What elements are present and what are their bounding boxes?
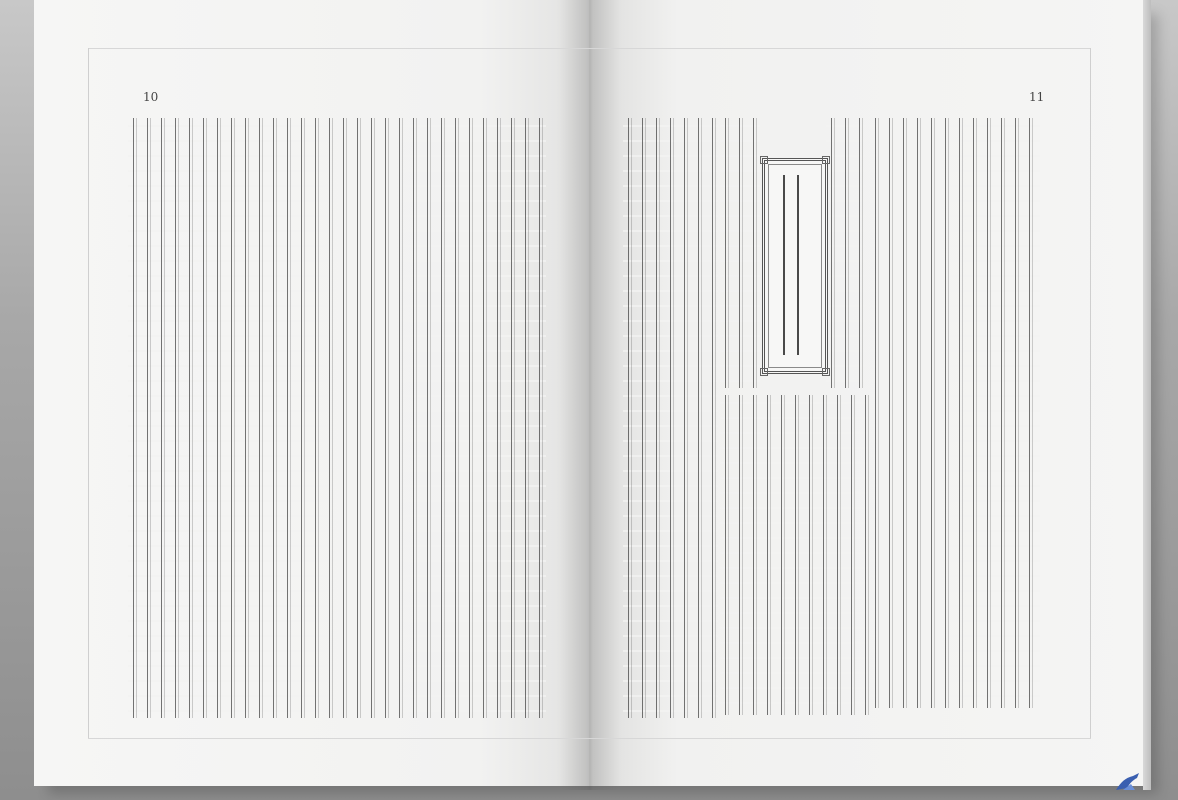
spine-shadow	[560, 0, 620, 790]
ornament-corner	[822, 368, 830, 376]
right-page-number: 11	[1029, 90, 1045, 104]
right-page-edge	[1143, 0, 1151, 790]
right-page-text-block-1	[623, 118, 718, 718]
right-page-text-block-5	[826, 118, 866, 388]
right-page-text-block-4	[720, 118, 760, 388]
horse-logo-icon	[1113, 770, 1143, 794]
scan-frame-right	[1090, 48, 1091, 738]
site-watermark	[1113, 770, 1171, 796]
ornament-corner	[760, 368, 768, 376]
ornament-corner	[760, 156, 768, 164]
scan-frame-bottom	[88, 738, 1091, 739]
right-page-text-block-2	[720, 395, 870, 715]
left-page-body-text	[128, 118, 546, 718]
chapter-title-text	[777, 175, 811, 355]
right-page-text-block-3	[870, 118, 1040, 708]
ornament-corner	[822, 156, 830, 164]
chapter-title-frame	[762, 158, 828, 374]
scan-frame-top	[88, 48, 1091, 49]
scan-frame-left	[88, 48, 89, 738]
left-page-number: 10	[143, 90, 159, 104]
